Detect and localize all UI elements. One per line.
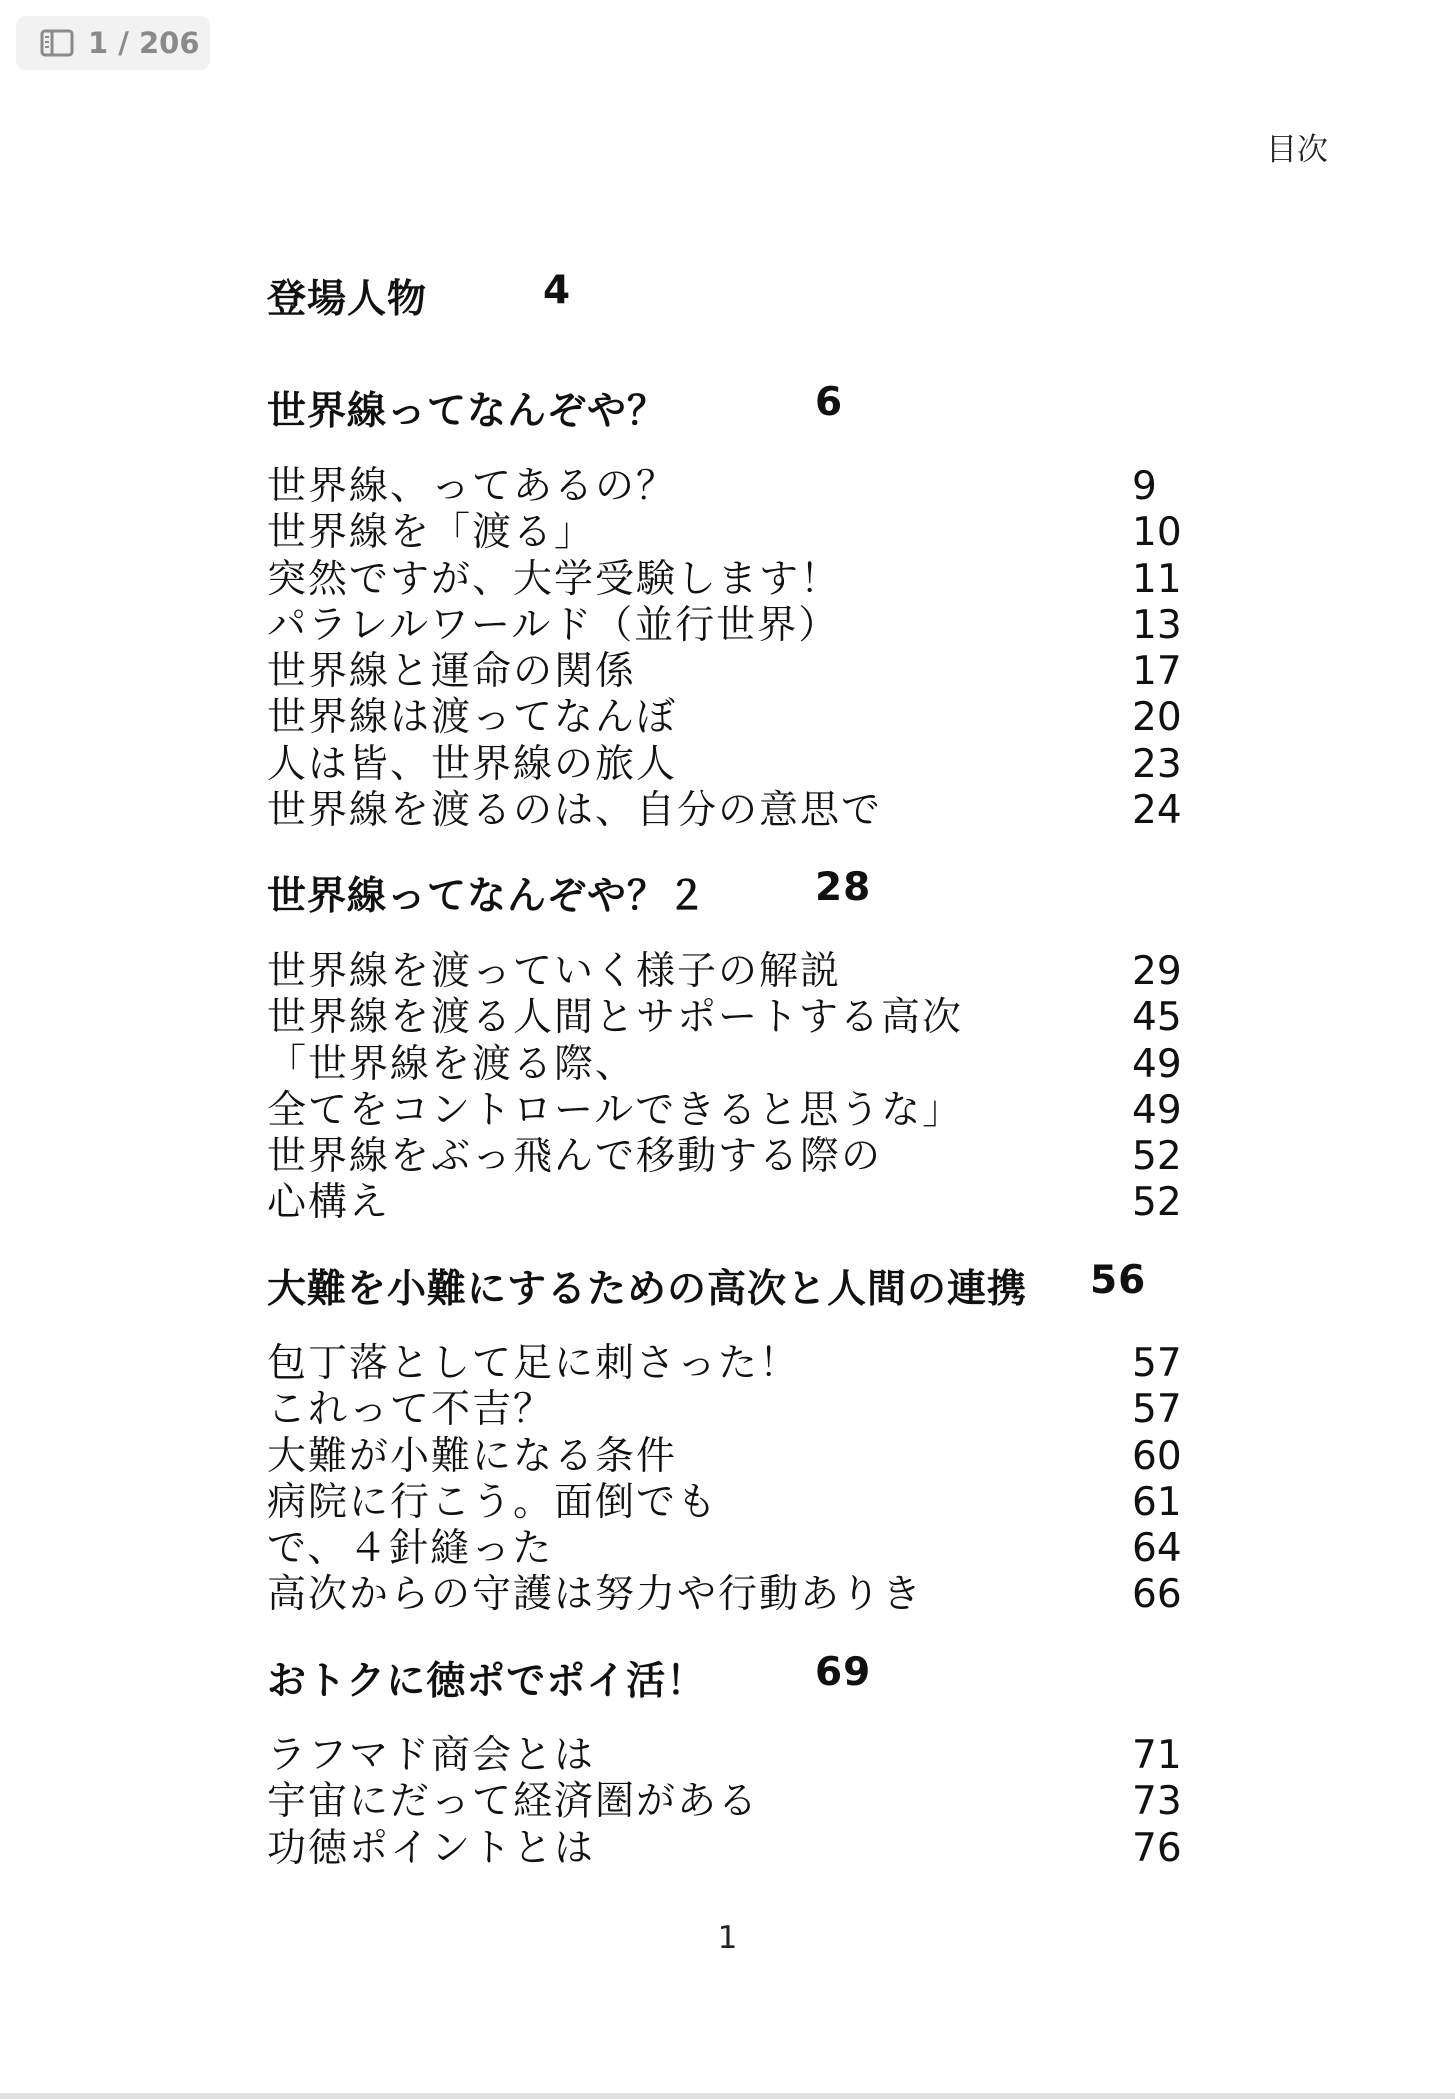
toc-entry[interactable] (267, 1088, 1267, 1134)
entry-page: 24 (1132, 788, 1182, 834)
entry-page: 9 (1132, 464, 1157, 509)
entry-title: で、４針縫った (267, 1526, 554, 1572)
entry-title: 心構え (267, 1180, 391, 1226)
entry-page: 45 (1132, 995, 1182, 1041)
toc-entry[interactable] (267, 1733, 1267, 1779)
section-list (267, 464, 1267, 834)
toc-entry[interactable] (267, 1387, 1267, 1433)
entry-title: 包丁落として足に刺さった！ (267, 1341, 801, 1386)
toc-entry[interactable] (267, 695, 1267, 741)
entry-title: 功徳ポイントとは (267, 1825, 596, 1871)
entry-page: 60 (1132, 1433, 1182, 1479)
entry-page: 17 (1132, 649, 1182, 695)
entry-title: ラフマド商会とは (267, 1733, 596, 1778)
entry-title: 人は皆、世界線の旅人 (267, 741, 678, 787)
entry-page: 64 (1132, 1526, 1182, 1572)
chapter-title: 登場人物 (267, 277, 428, 322)
section-list (267, 949, 1267, 1227)
entry-page: 20 (1132, 695, 1182, 741)
toc-entry[interactable] (267, 1134, 1267, 1180)
entry-page: 49 (1132, 1087, 1182, 1133)
entry-page: 52 (1132, 1180, 1182, 1226)
toc-entry[interactable] (267, 788, 1267, 834)
entry-title: 宇宙にだって経済圏がある (267, 1779, 760, 1825)
entry-title: 世界線を渡るのは、自分の意思で (267, 788, 883, 834)
entry-title: パラレルワールド（並行世界） (267, 602, 840, 648)
toc-entry[interactable] (267, 649, 1267, 695)
entry-title: 高次からの守護は努力や行動ありき (267, 1572, 924, 1618)
entry-page: 73 (1132, 1779, 1182, 1825)
toc-entry[interactable] (267, 1826, 1267, 1872)
page-indicator[interactable] (16, 16, 210, 70)
toc-entry[interactable] (267, 742, 1267, 788)
entry-title: 世界線をぶっ飛んで移動する際の (267, 1134, 883, 1180)
section-list (267, 1733, 1267, 1872)
entry-page: 10 (1132, 510, 1182, 556)
entry-page: 49 (1132, 1041, 1182, 1087)
chapter-title: 世界線ってなんぞや？２ (267, 874, 708, 919)
entry-title: 世界線、ってあるの？ (267, 464, 678, 509)
entry-page: 57 (1132, 1387, 1182, 1433)
toc-entry[interactable] (267, 1779, 1267, 1825)
chapter-page: 28 (815, 865, 872, 910)
toc-entry[interactable] (267, 1434, 1267, 1480)
toc-entry[interactable] (267, 949, 1267, 995)
entry-page: 52 (1132, 1134, 1182, 1180)
entry-page: 29 (1132, 949, 1182, 994)
chapter-title: おトクに徳ポでポイ活！ (267, 1659, 707, 1704)
toc-entry[interactable] (267, 995, 1267, 1041)
toc-entry[interactable] (267, 1180, 1267, 1226)
entry-title: 全てをコントロールできると思うな」 (267, 1087, 964, 1133)
entry-page: 11 (1132, 556, 1182, 602)
toc-entry[interactable] (267, 1572, 1267, 1618)
entry-page: 66 (1132, 1572, 1182, 1618)
entry-title: 世界線と運命の関係 (267, 649, 637, 695)
page-number: 1 (717, 1920, 738, 1956)
entry-page: 23 (1132, 741, 1182, 787)
toc-entry[interactable] (267, 603, 1267, 649)
entry-title: 世界線を渡る人間とサポートする高次 (267, 995, 963, 1041)
chapter-page: 6 (815, 380, 844, 425)
viewer-bottom-edge (0, 2093, 1455, 2099)
entry-title: 「世界線を渡る際、 (267, 1041, 637, 1087)
entry-page: 57 (1132, 1341, 1182, 1386)
chapter-title: 世界線ってなんぞや？ (267, 389, 668, 434)
toc-entry[interactable] (267, 1341, 1267, 1387)
sidebar-icon (40, 29, 74, 57)
entry-title: 世界線を「渡る」 (267, 510, 596, 556)
toc-entry[interactable] (267, 1526, 1267, 1572)
chapter-page: 69 (815, 1650, 872, 1695)
entry-title: 世界線は渡ってなんぼ (267, 695, 678, 741)
entry-title: 大難が小難になる条件 (267, 1433, 678, 1479)
chapter-title: 大難を小難にするための高次と人間の連携 (267, 1267, 1028, 1312)
entry-title: 世界線を渡っていく様子の解説 (267, 949, 842, 994)
toc-entry[interactable] (267, 1480, 1267, 1526)
chapter-page: 56 (1090, 1258, 1147, 1303)
page-indicator-text: 1 / 206 (88, 26, 200, 60)
toc-entry[interactable] (267, 1042, 1267, 1088)
entry-title: これって不吉？ (267, 1387, 555, 1433)
entry-page: 76 (1132, 1825, 1182, 1871)
entry-page: 71 (1132, 1733, 1182, 1778)
entry-page: 61 (1132, 1479, 1182, 1525)
chapter-page: 4 (543, 268, 572, 313)
toc-entry[interactable] (267, 464, 1267, 510)
toc-entry[interactable] (267, 510, 1267, 556)
entry-title: 突然ですが、大学受験します！ (267, 556, 842, 602)
toc-entry[interactable] (267, 557, 1267, 603)
entry-title: 病院に行こう。面倒でも (267, 1479, 719, 1525)
section-list (267, 1341, 1267, 1619)
running-header: 目次 (1266, 132, 1328, 168)
entry-page: 13 (1132, 602, 1182, 648)
